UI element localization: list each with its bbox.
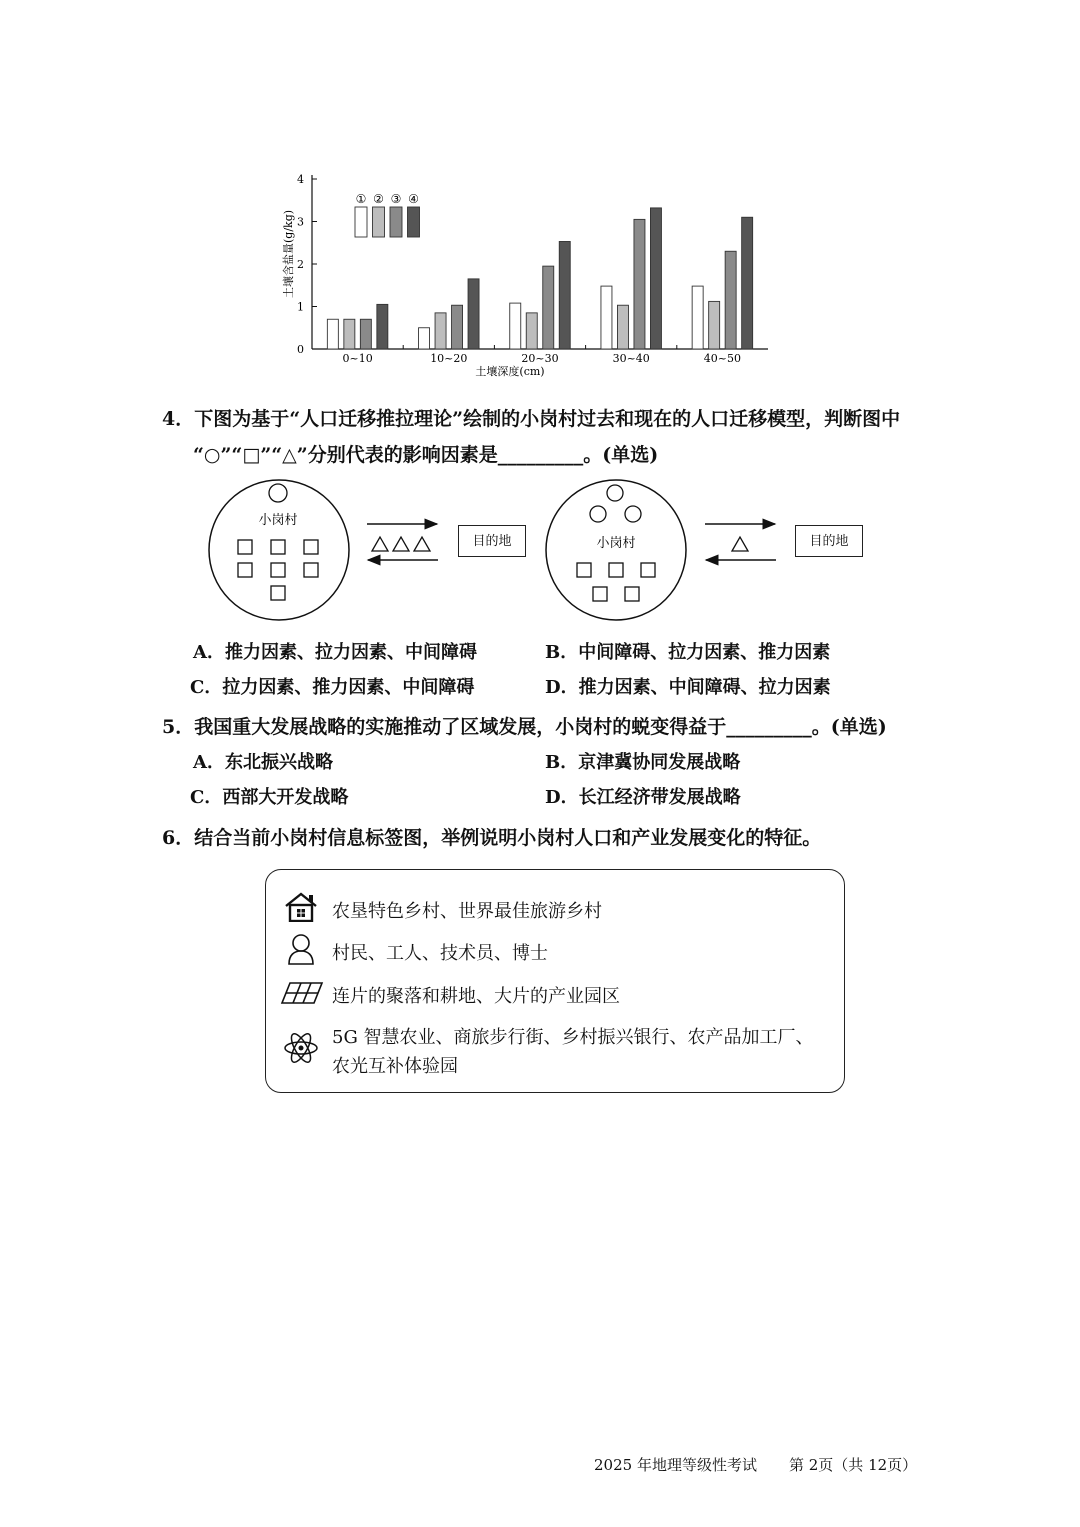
destination-box-past: 目的地: [458, 525, 526, 557]
question-4-line2: “○”“□”“△”分别代表的影响因素是_________。(单选): [193, 444, 659, 466]
legend-swatch: [355, 207, 367, 237]
bar-3: [452, 305, 463, 349]
bar-3: [634, 219, 645, 349]
destination-box-present: 目的地: [795, 525, 863, 557]
q4-option-c[interactable]: C．拉力因素、推力因素、中间障碍: [190, 677, 475, 698]
legend-label: ①: [355, 192, 367, 206]
circle-factors-present: [590, 485, 641, 522]
present-model: [546, 480, 776, 620]
house-icon: [284, 892, 318, 922]
bar-3: [725, 251, 736, 349]
bar-1: [510, 303, 521, 349]
legend-swatch: [390, 207, 402, 237]
square-factors-past: [238, 540, 318, 600]
village-info-tag-card: [265, 869, 845, 1093]
migration-model-diagram: [200, 475, 880, 625]
village-label-past: 小岗村: [258, 513, 298, 528]
bar-4: [377, 304, 388, 349]
atom-icon: [283, 1030, 319, 1066]
square-factors-present: [577, 563, 655, 601]
q5-option-d[interactable]: D．长江经济带发展战略: [545, 787, 741, 808]
bar-3: [360, 319, 371, 349]
x-tick-label: 40~50: [703, 352, 742, 365]
bar-4: [559, 241, 570, 349]
bar-4: [650, 208, 661, 349]
bar-4: [468, 279, 479, 349]
x-tick-label: 30~40: [612, 352, 650, 365]
y-tick-label: 3: [297, 215, 304, 229]
person-icon: [287, 933, 315, 965]
x-tick-label: 10~20: [430, 352, 468, 365]
q4-option-d[interactable]: D．推力因素、中间障碍、拉力因素: [545, 677, 831, 698]
bar-2: [344, 319, 355, 349]
past-model: [209, 480, 438, 620]
triangle-factor-present: [732, 537, 748, 551]
bar-1: [327, 319, 338, 349]
bar-2: [709, 301, 720, 349]
legend-swatch: [408, 207, 420, 237]
bar-2: [526, 313, 537, 349]
q4-option-b[interactable]: B．中间障碍、拉力因素、推力因素: [545, 642, 831, 663]
bar-1: [419, 328, 430, 349]
bar-1: [601, 286, 612, 349]
q4-option-a[interactable]: A．推力因素、拉力因素、中间障碍: [193, 642, 477, 663]
q5-option-a[interactable]: A．东北振兴战略: [193, 752, 333, 773]
y-tick-label: 0: [297, 343, 304, 356]
tag-text-4-cont: 农光互补体验园: [332, 1056, 458, 1077]
legend-label: ④: [408, 192, 419, 206]
x-tick-label: 20~30: [521, 352, 559, 365]
bar-2: [435, 313, 446, 349]
y-tick-label: 1: [297, 300, 304, 314]
q5-option-b[interactable]: B．京津冀协同发展战略: [545, 752, 741, 773]
bar-2: [617, 305, 628, 349]
legend-swatch: [373, 207, 385, 237]
y-axis-label: 土壤含盐量(g/kg): [282, 209, 295, 299]
tag-text-3: 连片的聚落和耕地、大片的产业园区: [332, 986, 620, 1007]
y-tick-label: 2: [297, 258, 304, 271]
question-4-line1: 4．下图为基于“人口迁移推拉理论”绘制的小岗村过去和现在的人口迁移模型，判断图中: [162, 408, 901, 430]
tag-text-4: 5G 智慧农业、商旅步行街、乡村振兴银行、农产品加工厂、: [332, 1027, 814, 1048]
q5-option-c[interactable]: C．西部大开发战略: [190, 787, 349, 808]
field-grid-icon: [280, 981, 324, 1005]
legend-label: ②: [373, 192, 384, 206]
tag-text-1: 农垦特色乡村、世界最佳旅游乡村: [332, 901, 602, 922]
bar-1: [692, 286, 703, 349]
village-label-present: 小岗村: [596, 536, 636, 551]
triangle-factors-past: [372, 537, 430, 551]
x-axis-label: 土壤深度(cm): [475, 365, 545, 378]
soil-salinity-bar-chart: [270, 165, 790, 380]
question-5: 5．我国重大发展战略的实施推动了区域发展，小岗村的蜕变得益于_________。(单选): [162, 716, 887, 738]
footer-page-number: 第 2页（共 12页）: [789, 1456, 918, 1474]
bar-4: [742, 217, 753, 349]
bar-3: [543, 266, 554, 349]
question-6: 6．结合当前小岗村信息标签图，举例说明小岗村人口和产业发展变化的特征。: [162, 827, 822, 849]
footer-exam-title: 2025 年地理等级性考试: [594, 1456, 757, 1474]
y-tick-label: 4: [297, 173, 304, 186]
legend-label: ③: [390, 192, 402, 206]
circle-factor-icon: [269, 484, 287, 502]
x-tick-label: 0~10: [342, 352, 373, 365]
tag-text-2: 村民、工人、技术员、博士: [332, 943, 548, 964]
